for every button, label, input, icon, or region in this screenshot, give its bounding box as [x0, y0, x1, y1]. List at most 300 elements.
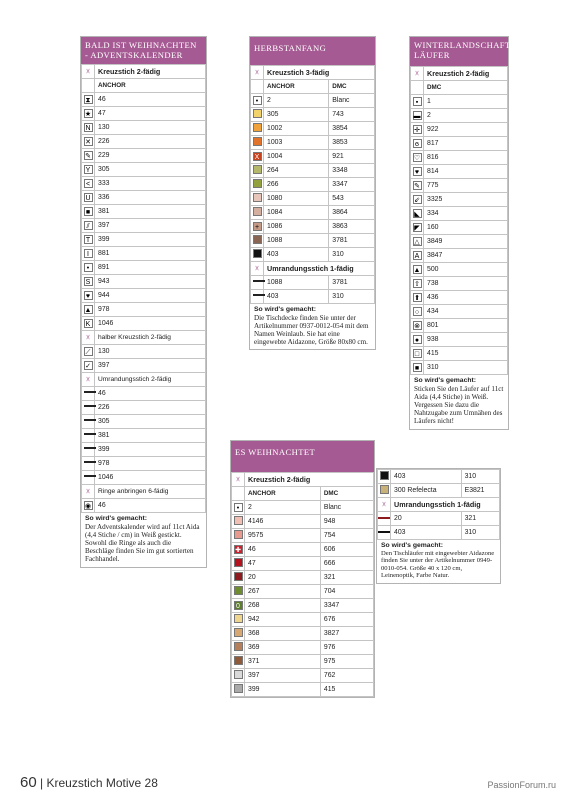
table-row [411, 123, 508, 137]
table-row [411, 193, 508, 207]
section-label: Ringe anbringen 6-fädig [95, 485, 206, 499]
table-row [232, 613, 374, 627]
anchor-number: 371 [245, 655, 321, 669]
anchor-number: 942 [245, 613, 321, 627]
table-row [232, 669, 374, 683]
table-row [82, 289, 206, 303]
dmc-number: 310 [461, 526, 499, 540]
table-row [378, 512, 500, 526]
dmc-number: 434 [424, 305, 508, 319]
anchor-number: 1046 [95, 317, 206, 331]
table-row [251, 220, 375, 234]
dmc-number: 3781 [329, 276, 375, 290]
table-row [411, 347, 508, 361]
table-row [82, 163, 206, 177]
panel-title: BALD IST WEIHNACHTEN - ADVENTSKALENDER [81, 37, 206, 64]
table-row [82, 233, 206, 247]
stitch-symbol: A [411, 249, 424, 263]
dmc-number: 310 [329, 248, 375, 262]
stitch-symbol: K [82, 317, 95, 331]
panel-winterlandschaft [409, 36, 514, 430]
stitch-symbol: ⊗ [411, 319, 424, 333]
table-row [82, 387, 206, 401]
dmc-number: 310 [461, 470, 499, 484]
table-row [378, 470, 500, 484]
anchor-number: 1088 [264, 234, 329, 248]
page-number: 60 [20, 774, 37, 791]
anchor-number: 399 [245, 683, 321, 697]
anchor-number: 978 [95, 457, 206, 471]
dmc-number: 676 [320, 613, 373, 627]
note-heading: So wird's gemacht: [414, 377, 477, 384]
cross-stitch-icon: ☓ [82, 373, 95, 387]
stitch-symbol: S [82, 275, 95, 289]
table-row [251, 290, 375, 304]
color-swatch [378, 484, 391, 498]
dmc-number: 975 [320, 655, 373, 669]
section-label: Kreuzstich 2-fädig [95, 65, 206, 79]
anchor-number: 46 [95, 499, 206, 513]
stitch-symbol: N [82, 121, 95, 135]
line-symbol [378, 512, 391, 526]
stitch-symbol: ▪ [411, 95, 424, 109]
dmc-number: 976 [320, 641, 373, 655]
color-swatch [251, 234, 264, 248]
color-swatch [232, 641, 245, 655]
stitch-symbol: ⇧ [411, 277, 424, 291]
stitch-symbol: ✓ [82, 359, 95, 373]
dmc-number: 310 [424, 361, 508, 375]
dmc-number: 1 [424, 95, 508, 109]
anchor-number: 368 [245, 627, 321, 641]
color-swatch [232, 613, 245, 627]
anchor-number: 47 [95, 107, 206, 121]
dmc-number: 3849 [424, 235, 508, 249]
stitch-symbol: ✎ [82, 149, 95, 163]
color-swatch [232, 571, 245, 585]
table-row [82, 205, 206, 219]
anchor-number: 397 [245, 669, 321, 683]
line-symbol [82, 415, 95, 429]
instructions [410, 375, 508, 429]
anchor-number: 1004 [264, 150, 329, 164]
dmc-number: 816 [424, 151, 508, 165]
dmc-number: 814 [424, 165, 508, 179]
dmc-number: 3864 [329, 206, 375, 220]
dmc-number: 738 [424, 277, 508, 291]
stitch-symbol: ● [411, 333, 424, 347]
line-symbol [82, 443, 95, 457]
stitch-symbol: • [82, 261, 95, 275]
table-row [232, 571, 374, 585]
table-row [251, 94, 375, 108]
line-symbol [82, 471, 95, 485]
instructions [250, 304, 375, 349]
dmc-number: 3863 [329, 220, 375, 234]
color-swatch [232, 627, 245, 641]
stitch-symbol: △ [411, 235, 424, 249]
table-row [411, 95, 508, 109]
thread-table [250, 65, 375, 304]
dmc-number: 3827 [320, 627, 373, 641]
thread-table [410, 66, 508, 375]
dmc-number: 3781 [329, 234, 375, 248]
table-row [82, 219, 206, 233]
instructions [377, 540, 500, 583]
anchor-number: 46 [245, 543, 321, 557]
anchor-number: 2 [264, 94, 329, 108]
anchor-number: 130 [95, 121, 206, 135]
anchor-number: 333 [95, 177, 206, 191]
dmc-number: 3854 [329, 122, 375, 136]
table-row [411, 137, 508, 151]
table-row [411, 109, 508, 123]
stitch-symbol: ■ [411, 361, 424, 375]
stitch-symbol: ♥ [411, 165, 424, 179]
color-swatch: + [251, 220, 264, 234]
stitch-symbol: □ [411, 347, 424, 361]
table-row [411, 221, 508, 235]
table-row [232, 543, 374, 557]
dmc-number: 704 [320, 585, 373, 599]
table-row [232, 641, 374, 655]
anchor-number: 403 [264, 290, 329, 304]
dmc-number: 3325 [424, 193, 508, 207]
table-row [82, 261, 206, 275]
table-row [82, 415, 206, 429]
anchor-number: 226 [95, 401, 206, 415]
column-header: ANCHOR [245, 487, 321, 501]
stitch-symbol: ⟋ [82, 345, 95, 359]
anchor-number: 881 [95, 247, 206, 261]
table-row [232, 585, 374, 599]
table-row [82, 443, 206, 457]
stitch-symbol: ▲ [82, 303, 95, 317]
color-swatch [378, 470, 391, 484]
cross-stitch-icon: ☓ [378, 498, 391, 512]
dmc-number: Blanc [329, 94, 375, 108]
watermark: PassionForum.ru [487, 780, 556, 790]
anchor-number: 381 [95, 205, 206, 219]
color-swatch [232, 669, 245, 683]
footer-separator: | [40, 776, 44, 790]
anchor-number: 130 [95, 345, 206, 359]
anchor-number: 1086 [264, 220, 329, 234]
anchor-number: 300 Refelecta [391, 484, 462, 498]
table-row [378, 526, 500, 540]
dmc-number: 3853 [329, 136, 375, 150]
page-footer [20, 774, 158, 791]
stitch-symbol: ✛ [411, 123, 424, 137]
dmc-number: 3847 [424, 249, 508, 263]
panel-es-weihnachtet-cont [376, 468, 501, 584]
color-swatch [251, 206, 264, 220]
color-swatch [251, 178, 264, 192]
dmc-number: 948 [320, 515, 373, 529]
panel-adventskalender [80, 36, 207, 568]
anchor-number: 47 [245, 557, 321, 571]
anchor-number: 1080 [264, 192, 329, 206]
table-row [411, 151, 508, 165]
line-symbol [251, 276, 264, 290]
table-row [251, 178, 375, 192]
color-swatch: 0 [232, 599, 245, 613]
magazine-title: Kreuzstich Motive 28 [46, 776, 158, 790]
anchor-number: 1002 [264, 122, 329, 136]
dmc-number: 415 [424, 347, 508, 361]
table-row [82, 429, 206, 443]
table-row [82, 121, 206, 135]
panel-title: WINTERLANDSCHAFT-LÄUFER [410, 37, 508, 66]
cross-stitch-icon: ☓ [82, 331, 95, 345]
stitch-symbol: ⇙ [411, 193, 424, 207]
thread-table [81, 64, 206, 513]
table-row [411, 249, 508, 263]
anchor-number: 46 [95, 387, 206, 401]
stitch-symbol: < [82, 177, 95, 191]
color-swatch [251, 192, 264, 206]
color-swatch [251, 108, 264, 122]
dmc-number: 743 [329, 108, 375, 122]
line-symbol [82, 387, 95, 401]
dmc-number: 921 [329, 150, 375, 164]
anchor-number: 944 [95, 289, 206, 303]
anchor-number: 399 [95, 443, 206, 457]
color-swatch: • [251, 94, 264, 108]
panel-herbstanfang [249, 36, 376, 350]
table-row [232, 683, 374, 697]
stitch-symbol: I [82, 247, 95, 261]
table-row [82, 107, 206, 121]
color-swatch: • [232, 501, 245, 515]
dmc-number: 3347 [320, 599, 373, 613]
anchor-number: 268 [245, 599, 321, 613]
line-symbol [378, 526, 391, 540]
table-row [232, 529, 374, 543]
table-row [82, 303, 206, 317]
note-text: Sticken Sie den Läufer auf 11ct Aida (4,4 Stiche) in Weiß. Vergessen Sie dazu die Nahtzugabe zum Umnähen des Läufers nicht! [414, 385, 504, 426]
table-row [411, 333, 508, 347]
table-row [411, 179, 508, 193]
table-row [251, 164, 375, 178]
panel-title: ES WEIHNACHTET [231, 441, 374, 472]
stitch-symbol: ✕ [82, 135, 95, 149]
color-swatch: X [251, 150, 264, 164]
table-row [82, 345, 206, 359]
stitch-symbol: ♡ [411, 151, 424, 165]
anchor-number: 226 [95, 135, 206, 149]
dmc-number: 160 [424, 221, 508, 235]
dmc-number: 922 [424, 123, 508, 137]
line-symbol [82, 429, 95, 443]
dmc-number: E3821 [461, 484, 499, 498]
ring-symbol: ◉ [82, 499, 95, 513]
column-header: ANCHOR [95, 79, 206, 93]
column-header: DMC [320, 487, 373, 501]
anchor-number: 397 [95, 219, 206, 233]
table-row [82, 359, 206, 373]
table-row [251, 150, 375, 164]
color-swatch [232, 655, 245, 669]
anchor-number: 264 [264, 164, 329, 178]
table-row [82, 247, 206, 261]
section-label: Kreuzstich 2-fädig [245, 473, 374, 487]
dmc-number: 3347 [329, 178, 375, 192]
stitch-symbol: ⫽ [82, 219, 95, 233]
color-swatch [232, 529, 245, 543]
dmc-number: 775 [424, 179, 508, 193]
dmc-number: 754 [320, 529, 373, 543]
dmc-number: 666 [320, 557, 373, 571]
dmc-number: 321 [320, 571, 373, 585]
anchor-number: 978 [95, 303, 206, 317]
stitch-symbol: ⧗ [82, 93, 95, 107]
color-swatch [232, 515, 245, 529]
color-swatch [251, 122, 264, 136]
anchor-number: 9575 [245, 529, 321, 543]
anchor-number: 369 [245, 641, 321, 655]
dmc-number: 500 [424, 263, 508, 277]
table-row [411, 207, 508, 221]
table-row [411, 305, 508, 319]
thread-table [231, 472, 374, 697]
column-header: DMC [424, 81, 508, 95]
table-row [411, 235, 508, 249]
table-row [82, 275, 206, 289]
anchor-number: 399 [95, 233, 206, 247]
line-symbol [251, 290, 264, 304]
color-swatch [251, 164, 264, 178]
column-header: DMC [329, 80, 375, 94]
dmc-number: 543 [329, 192, 375, 206]
stitch-symbol: ◣ [411, 207, 424, 221]
table-row [82, 457, 206, 471]
cross-stitch-icon: ☓ [251, 262, 264, 276]
panel-es-weihnachtet [230, 440, 375, 698]
anchor-number: 891 [95, 261, 206, 275]
anchor-number: 397 [95, 359, 206, 373]
section-label: Umrandungsstich 1-fädig [264, 262, 375, 276]
anchor-number: 4146 [245, 515, 321, 529]
stitch-symbol: ★ [82, 107, 95, 121]
anchor-number: 943 [95, 275, 206, 289]
stitch-symbol: ϭ [411, 137, 424, 151]
cross-stitch-icon: ☓ [82, 485, 95, 499]
dmc-number: 2 [424, 109, 508, 123]
table-row [232, 599, 374, 613]
table-row [82, 93, 206, 107]
anchor-number: 20 [391, 512, 462, 526]
stitch-symbol: ▬ [411, 109, 424, 123]
anchor-number: 403 [391, 526, 462, 540]
cross-stitch-icon: ☓ [251, 66, 264, 80]
table-row [82, 177, 206, 191]
section-label: Umrandungsstich 1-fädig [391, 498, 500, 512]
table-row [232, 557, 374, 571]
anchor-number: 381 [95, 429, 206, 443]
anchor-number: 305 [95, 163, 206, 177]
table-row [251, 136, 375, 150]
anchor-number: 1003 [264, 136, 329, 150]
dmc-number: 334 [424, 207, 508, 221]
anchor-number: 46 [95, 93, 206, 107]
note-text: Die Tischdecke finden Sie unter der Artikelnummer 0937-0012-054 mit dem Namen Weinlaub. Sie hat eine eingewebte Aidazone, Größe 80x80 cm. [254, 314, 369, 347]
table-row [251, 122, 375, 136]
stitch-symbol: ▲ [411, 263, 424, 277]
table-row [232, 655, 374, 669]
dmc-number: 3348 [329, 164, 375, 178]
dmc-number: 817 [424, 137, 508, 151]
anchor-number: 336 [95, 191, 206, 205]
anchor-number: 20 [245, 571, 321, 585]
stitch-symbol: ◤ [411, 221, 424, 235]
dmc-number: 801 [424, 319, 508, 333]
column-header: ANCHOR [264, 80, 329, 94]
instructions [81, 513, 206, 567]
panel-title: HERBSTANFANG [250, 37, 375, 65]
color-swatch [232, 683, 245, 697]
stitch-symbol: ♥ [82, 289, 95, 303]
stitch-symbol: ○ [411, 305, 424, 319]
table-row [251, 248, 375, 262]
table-row [411, 277, 508, 291]
table-row [82, 499, 206, 513]
table-row [251, 206, 375, 220]
table-row [82, 317, 206, 331]
table-row [82, 471, 206, 485]
note-heading: So wird's gemacht: [381, 542, 444, 549]
anchor-number: 305 [264, 108, 329, 122]
table-row [232, 515, 374, 529]
anchor-number: 2 [245, 501, 321, 515]
color-swatch [251, 248, 264, 262]
anchor-number: 266 [264, 178, 329, 192]
table-row [411, 263, 508, 277]
dmc-number: 310 [329, 290, 375, 304]
table-row [232, 627, 374, 641]
dmc-number: 415 [320, 683, 373, 697]
anchor-number: 1088 [264, 276, 329, 290]
table-row [232, 501, 374, 515]
table-row [251, 234, 375, 248]
dmc-number: 762 [320, 669, 373, 683]
section-label: halber Kreuzstich 2-fädig [95, 331, 206, 345]
line-symbol [82, 457, 95, 471]
anchor-number: 403 [391, 470, 462, 484]
color-swatch [251, 136, 264, 150]
table-row [82, 135, 206, 149]
stitch-symbol: U [82, 191, 95, 205]
cross-stitch-icon: ☓ [232, 473, 245, 487]
stitch-symbol: ✎ [411, 179, 424, 193]
line-symbol [82, 401, 95, 415]
table-row [411, 291, 508, 305]
table-row [411, 361, 508, 375]
dmc-number: 321 [461, 512, 499, 526]
table-row [251, 276, 375, 290]
table-row [378, 484, 500, 498]
note-heading: So wird's gemacht: [254, 306, 317, 313]
anchor-number: 403 [264, 248, 329, 262]
stitch-symbol: T [82, 233, 95, 247]
section-label: Kreuzstich 3-fädig [264, 66, 375, 80]
color-swatch [232, 585, 245, 599]
cross-stitch-icon: ☓ [82, 65, 95, 79]
table-row [251, 108, 375, 122]
section-label: Umrandungsstich 2-fädig [95, 373, 206, 387]
table-row [251, 192, 375, 206]
dmc-number: 606 [320, 543, 373, 557]
